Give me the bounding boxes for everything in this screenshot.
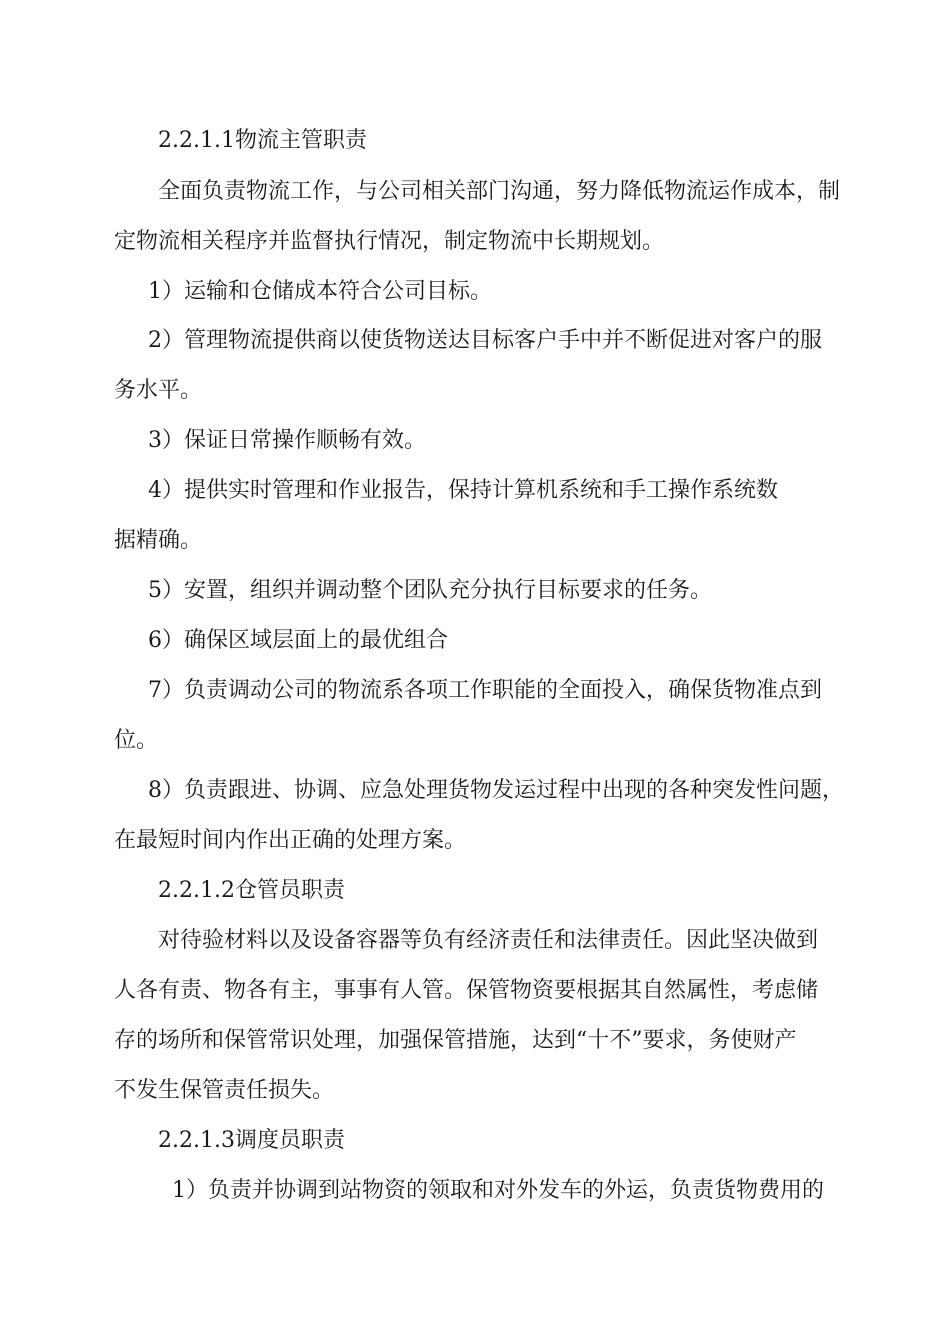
paragraph-line: 对待验材料以及设备容器等负有经济责任和法律责任。因此坚决做到 (158, 928, 819, 953)
list-item: 1）运输和仓储成本符合公司目标。 (148, 279, 492, 304)
list-item: 4）提供实时管理和作业报告，保持计算机系统和手工操作系统数 (148, 478, 778, 503)
section-heading: 2.2.1.2仓管员职责 (158, 878, 345, 903)
list-item: 7）负责调动公司的物流系各项工作职能的全面投入，确保货物准点到 (148, 678, 822, 703)
paragraph-line: 不发生保管责任损失。 (114, 1078, 335, 1103)
list-item-continuation: 位。 (114, 728, 159, 753)
section-heading: 2.2.1.3调度员职责 (158, 1128, 345, 1153)
paragraph-line: 存的场所和保管常识处理，加强保管措施，达到“十不”要求，务使财产 (114, 1028, 797, 1053)
paragraph-line: 定物流相关程序并监督执行情况，制定物流中长期规划。 (114, 229, 665, 254)
list-item: 8）负责跟进、协调、应急处理货物发运过程中出现的各种突发性问题， (148, 778, 844, 803)
list-item: 2）管理物流提供商以使货物送达目标客户手中并不断促进对客户的服 (148, 328, 822, 353)
list-item-continuation: 务水平。 (114, 378, 203, 403)
list-item: 5）安置，组织并调动整个团队充分执行目标要求的任务。 (148, 578, 712, 603)
paragraph-line: 人各有责、物各有主，事事有人管。保管物资要根据其自然属性，考虑储 (114, 978, 819, 1003)
list-item: 3）保证日常操作顺畅有效。 (148, 428, 426, 453)
list-item-continuation: 在最短时间内作出正确的处理方案。 (114, 828, 467, 853)
paragraph-line: 全面负责物流工作，与公司相关部门沟通，努力降低物流运作成本，制 (158, 179, 841, 204)
section-heading: 2.2.1.1物流主管职责 (158, 128, 367, 153)
list-item: 6）确保区域层面上的最优组合 (148, 628, 448, 653)
list-item-continuation: 据精确。 (114, 528, 203, 553)
list-item: 1）负责并协调到站物资的领取和对外发车的外运，负责货物费用的 (172, 1178, 824, 1203)
